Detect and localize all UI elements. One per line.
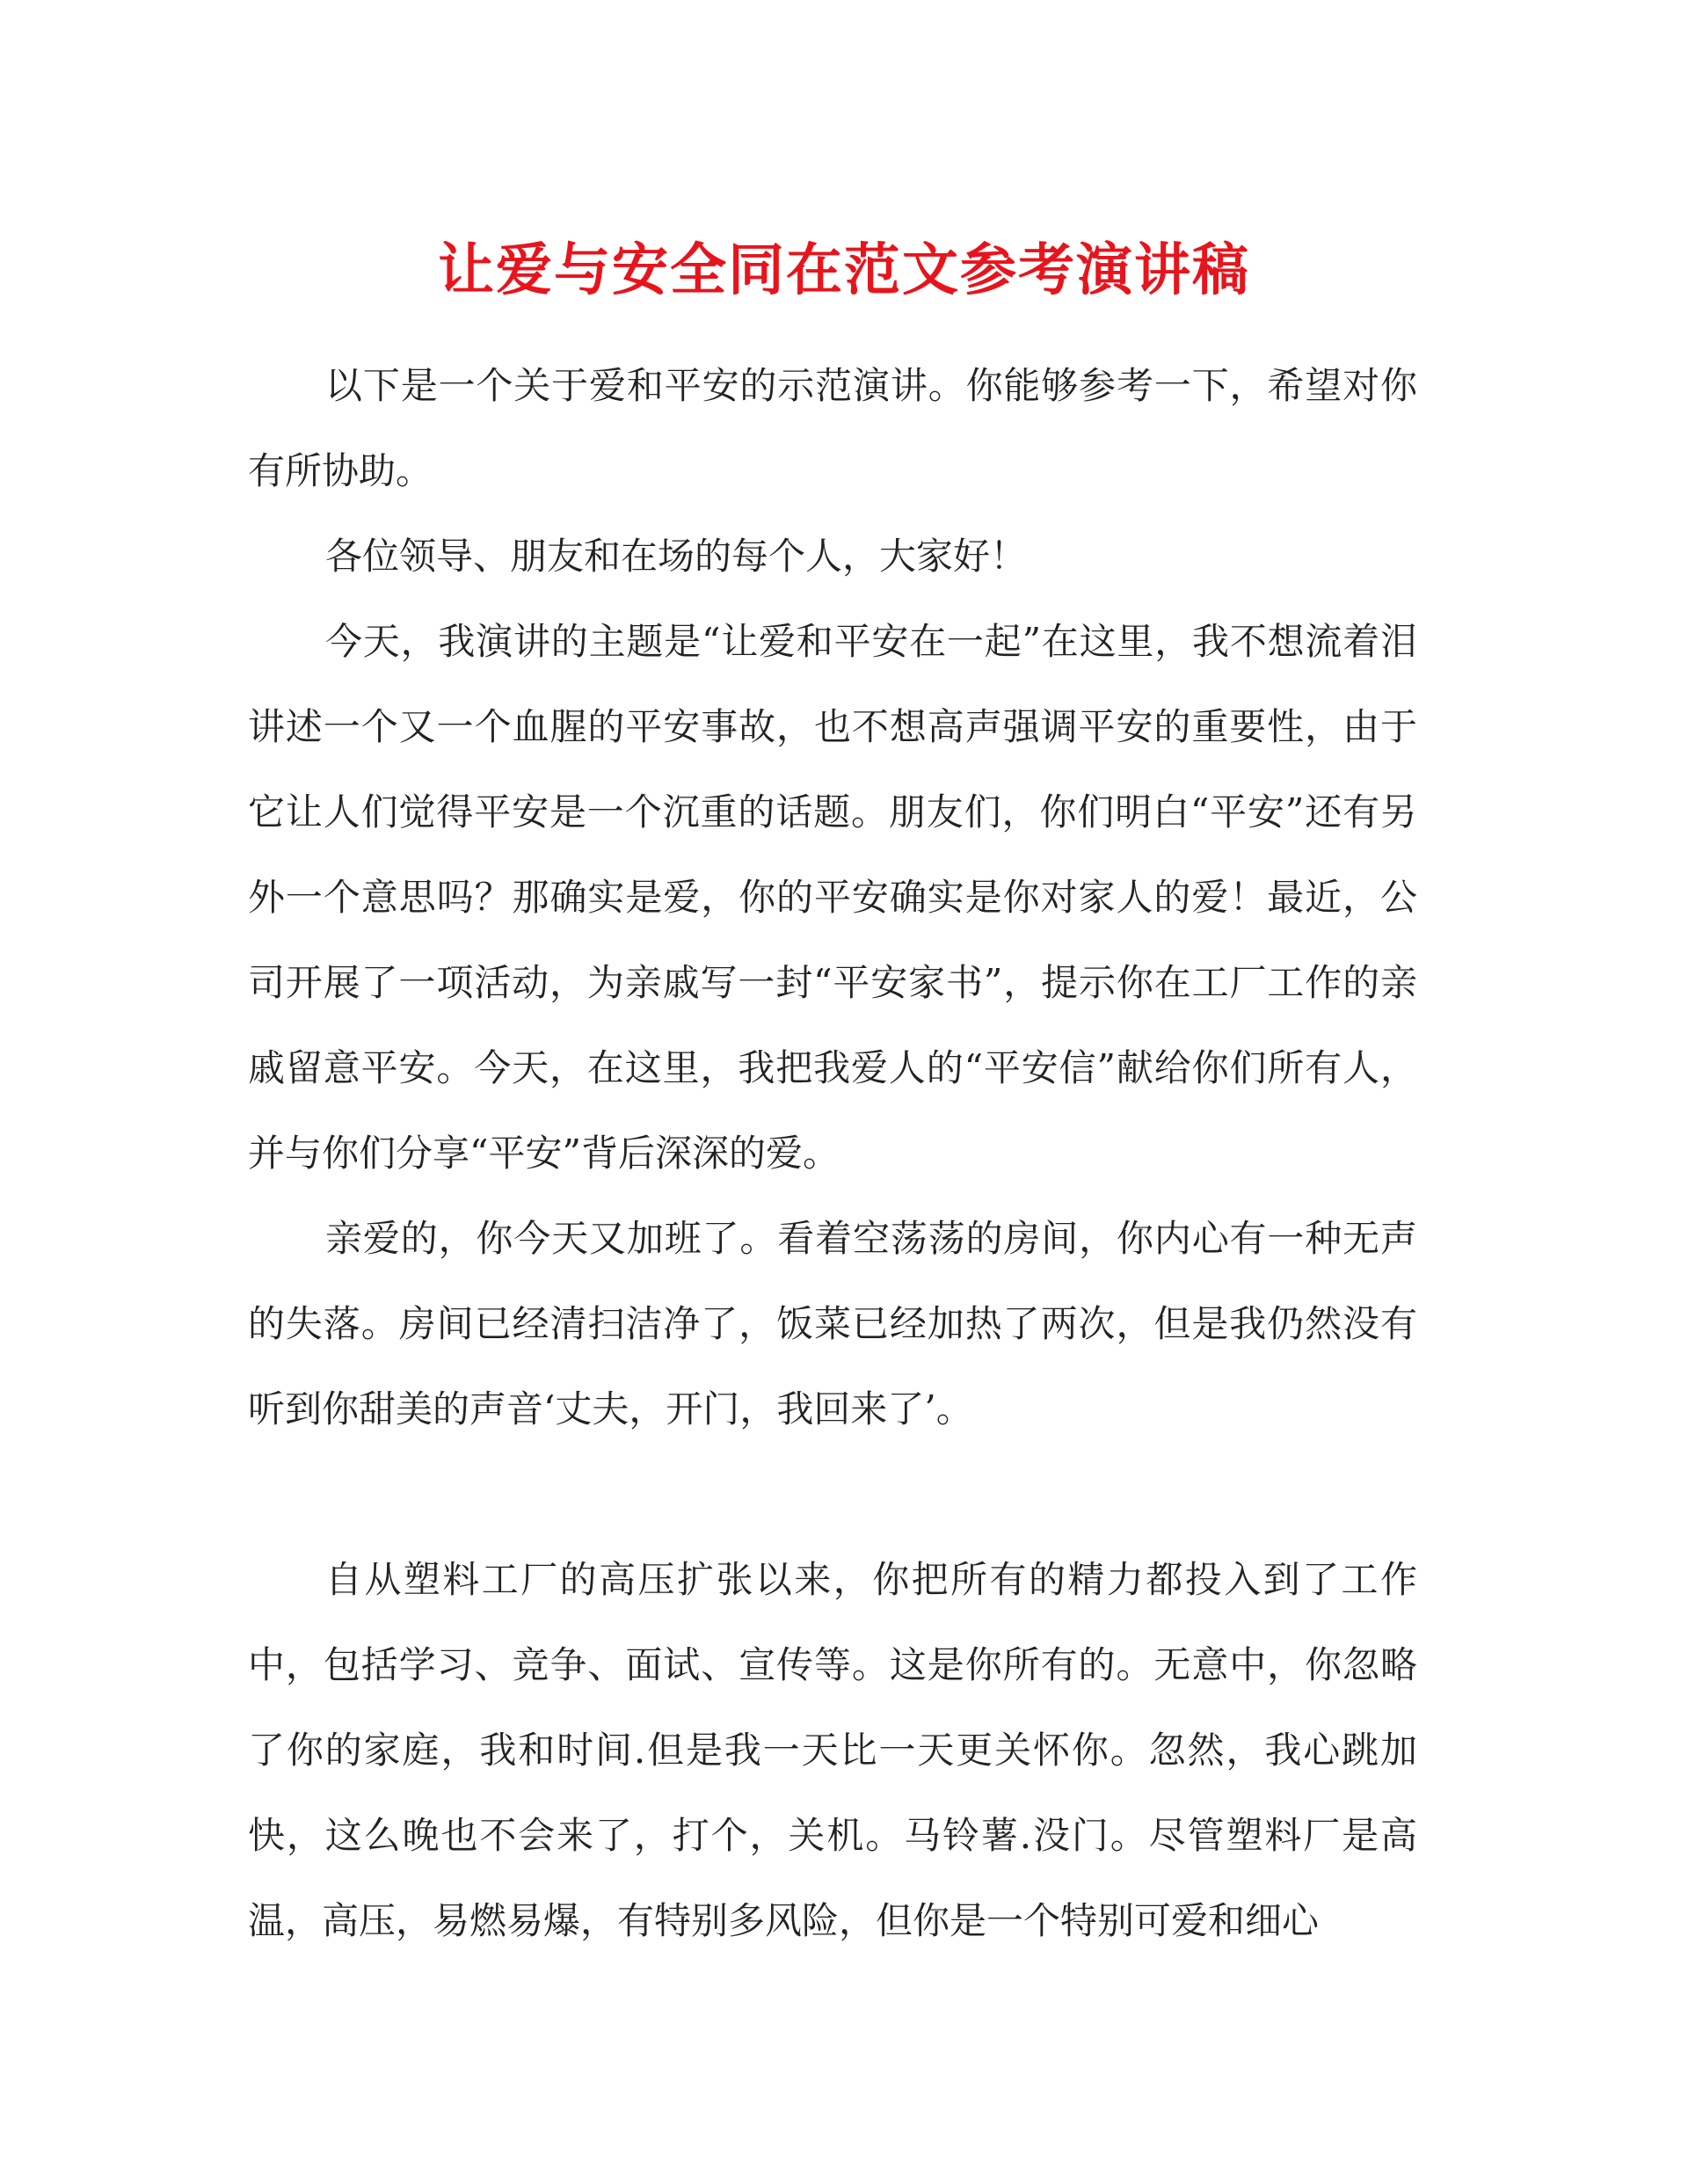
document-title: 让爱与安全同在范文参考演讲稿 [438,238,1250,303]
paragraph-letter-body: 自从塑料工厂的高压扩张以来，你把所有的精力都投入到了工作中，包括学习、竞争、面试、宣传等。这是你所有的。无意中，你忽略了你的家庭，我和时间.但是我一天比一天更关怀你。忽然，我心跳加快，这么晚也不会来了，打个，关机。马铃薯.没门。尽管塑料厂是高温，高压，易燃易爆，有特别多风险，但你是一个特别可爱和细心 [248,1558,1417,1942]
paragraph-letter-opening: 亲爱的，你今天又加班了。看着空荡荡的房间，你内心有一种无声的失落。房间已经清扫洁净了，饭菜已经加热了两次，但是我仍然没有听到你甜美的声音‘丈夫，开门，我回来了’。 [248,1217,1417,1431]
blank-line [248,1452,1417,1537]
paragraph-topic: 今天，我演讲的主题是“让爱和平安在一起”在这里，我不想流着泪讲述一个又一个血腥的平安事故，也不想高声强调平安的重要性，由于它让人们觉得平安是一个沉重的话题。朋友们，你们明白“平安”还有另外一个意思吗？那确实是爱，你的平安确实是你对家人的爱！最近，公司开展了一项活动，为亲戚写一封“平安家书”，提示你在工厂工作的亲戚留意平安。今天，在这里，我把我爱人的“平安信”献给你们所有人，并与你们分享“平安”背后深深的爱。 [248,620,1417,1175]
document-body [248,343,1417,1963]
paragraph-greeting: 各位领导、朋友和在场的每个人，大家好！ [325,535,1028,578]
paragraph-intro: 以下是一个关于爱和平安的示范演讲。你能够参考一下，希望对你有所协助。 [248,364,1417,492]
